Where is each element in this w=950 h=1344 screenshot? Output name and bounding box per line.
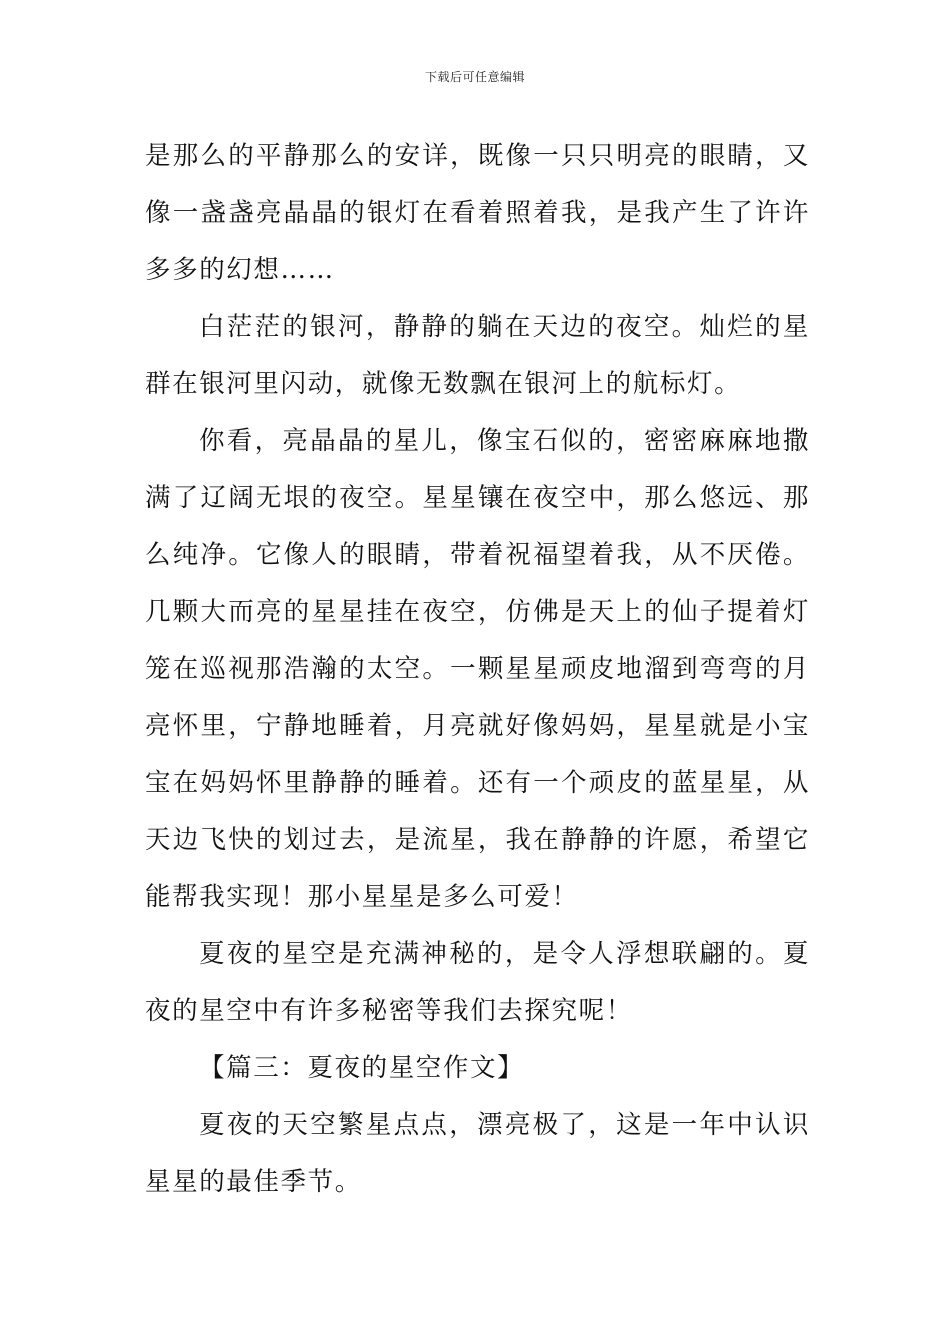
header-note: 下载后可任意编辑 bbox=[424, 70, 525, 84]
section-heading: 【篇三：夏夜的星空作文】 bbox=[199, 1053, 525, 1083]
paragraph-4: 夏夜的星空是充满神秘的，是令人浮想联翩的。夏夜的星空中有许多秘密等我们去探究呢！ bbox=[145, 939, 810, 1026]
paragraph-2: 白茫茫的银河，静静的躺在天边的夜空。灿烂的星群在银河里闪动，就像无数飘在银河上的航标灯。 bbox=[145, 312, 810, 399]
paragraph-5: 夏夜的天空繁星点点，漂亮极了，这是一年中认识星星的最佳季节。 bbox=[145, 1110, 810, 1197]
document-body bbox=[145, 128, 810, 1211]
paragraph-1: 是那么的平静那么的安详，既像一只只明亮的眼睛，又像一盏盏亮晶晶的银灯在看着照着我，是我产生了许许多多的幻想…… bbox=[145, 141, 810, 285]
paragraph-3: 你看，亮晶晶的星儿，像宝石似的，密密麻麻地撒满了辽阔无垠的夜空。星星镶在夜空中，那么悠远、那么纯净。它像人的眼睛，带着祝福望着我，从不厌倦。几颗大而亮的星星挂在夜空，仿佛是天上的仙子提着灯笼在巡视那浩瀚的太空。一颗星星顽皮地溜到弯弯的月亮怀里，宁静地睡着，月亮就好像妈妈，星星就是小宝宝在妈妈怀里静静的睡着。还有一个顽皮的蓝星星，从天边飞快的划过去，是流星，我在静静的许愿，希望它能帮我实现！那小星星是多么可爱！ bbox=[145, 426, 810, 912]
